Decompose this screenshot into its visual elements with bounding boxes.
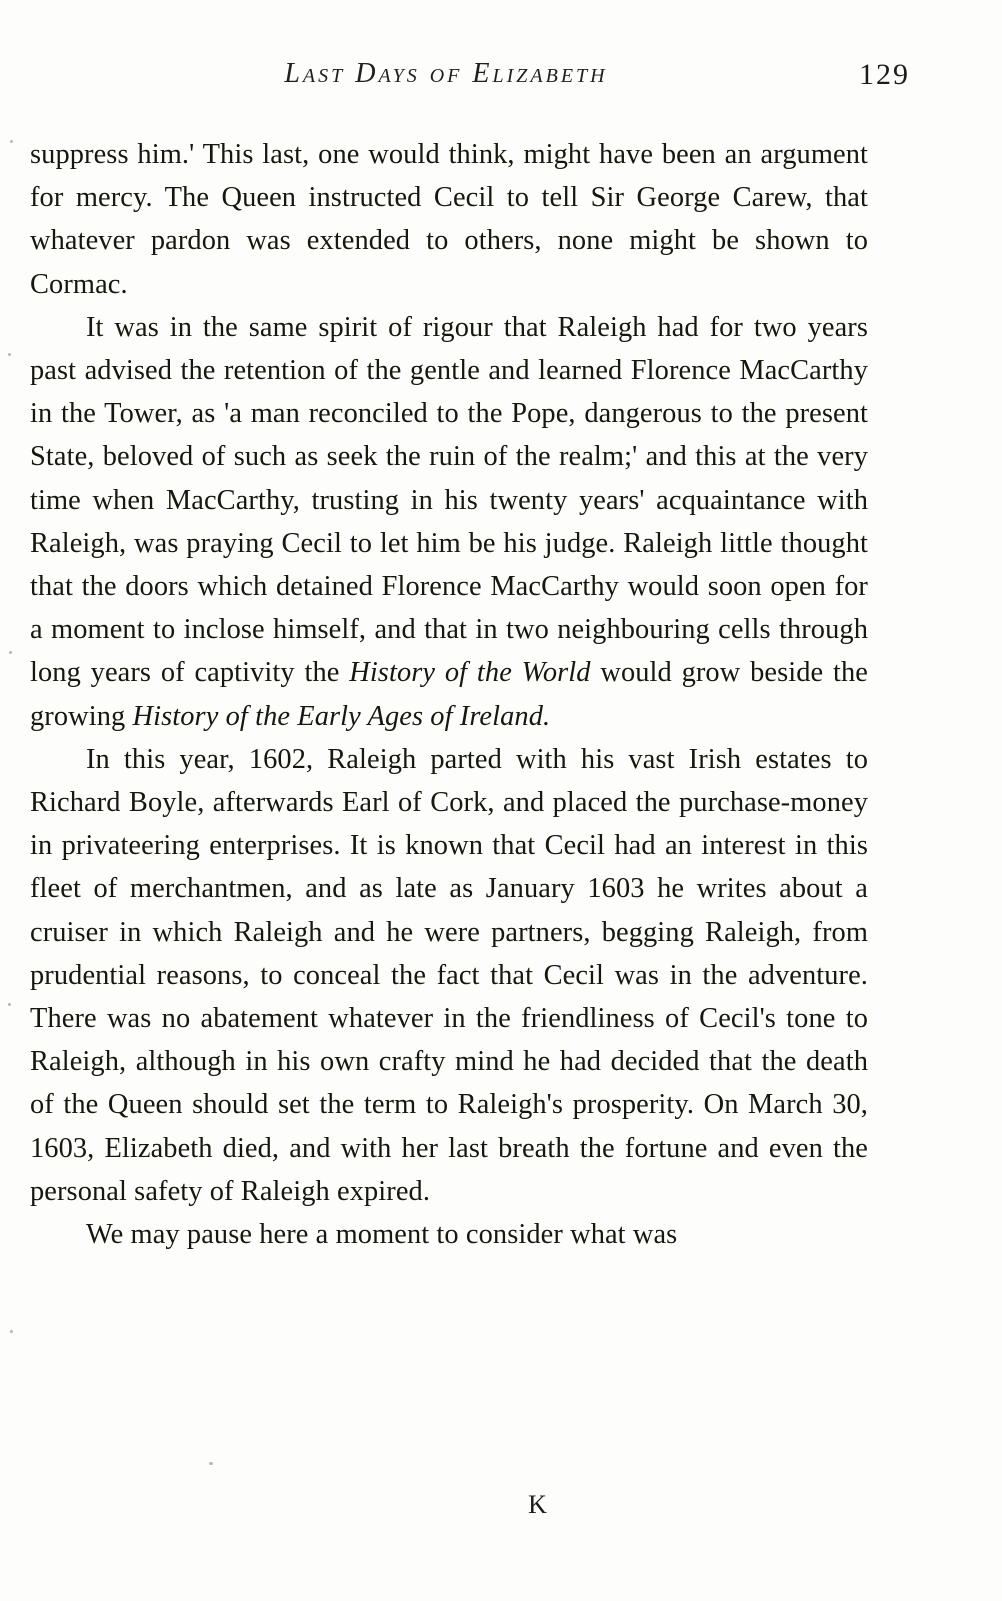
- paper-speck: [10, 1330, 13, 1333]
- body-paragraph: [30, 306, 868, 738]
- text-run: suppress him.' This last, one would think, might have been an argument for mercy. The Queen instructed Cecil to tell Sir George Carew, that whatever pardon was extended to others, none might be shown to Cormac.: [30, 139, 868, 300]
- page-header: [0, 58, 1002, 102]
- text-run: In this year, 1602, Raleigh parted with his vast Irish estates to Richard Boyle, afterwards Earl of Cork, and placed the purchase-money in privateering enterprises. It is known that Cecil had an interest in this fleet of merchantmen, and as late as January 1603 he writes about a cruiser in which Raleigh and he were partners, begging Raleigh, from prudential reasons, to conceal the fact that Cecil was in the adventure. There was no abatement whatever in the friendliness of Cecil's tone to Raleigh, although in his own crafty mind he had decided that the death of the Queen should set the term to Raleigh's prosperity. On March 30, 1603, Elizabeth died, and with her last breath the fortune and even the personal safety of Raleigh expired.: [30, 743, 868, 1207]
- paper-speck: [8, 1003, 11, 1006]
- text-run: We may pause here a moment to consider what was: [86, 1219, 678, 1251]
- body-paragraph: [30, 133, 868, 306]
- paper-speck: [10, 140, 13, 143]
- paper-speck: [9, 651, 12, 654]
- paper-speck: [209, 1462, 213, 1465]
- text-run: would grow beside the growing: [30, 657, 868, 732]
- body-paragraph: [30, 1213, 868, 1256]
- page-body: [30, 133, 868, 1256]
- signature-mark: K: [528, 1490, 548, 1519]
- page-number: 129: [859, 58, 910, 91]
- italic-title-run: History of the World: [349, 657, 591, 689]
- running-title: Last Days of Elizabeth: [284, 58, 608, 89]
- italic-title-run: History of the Early Ages of Ireland.: [132, 700, 551, 732]
- paper-speck: [8, 353, 11, 356]
- text-run: It was in the same spirit of rigour that Raleigh had for two years past advised the retention of the gentle and learned Florence MacCarthy in the Tower, as 'a man reconciled to the Pope, dangerous to the present State, beloved of such as seek the ruin of the realm;' and this at the very time when MacCarthy, trusting in his twenty years' acquaintance with Raleigh, was praying Cecil to let him be his judge. Raleigh little thought that the doors which detained Florence MacCarthy would soon open for a moment to inclose himself, and that in two neighbouring cells through long years of captivity the: [30, 311, 868, 689]
- body-paragraph: [30, 738, 868, 1213]
